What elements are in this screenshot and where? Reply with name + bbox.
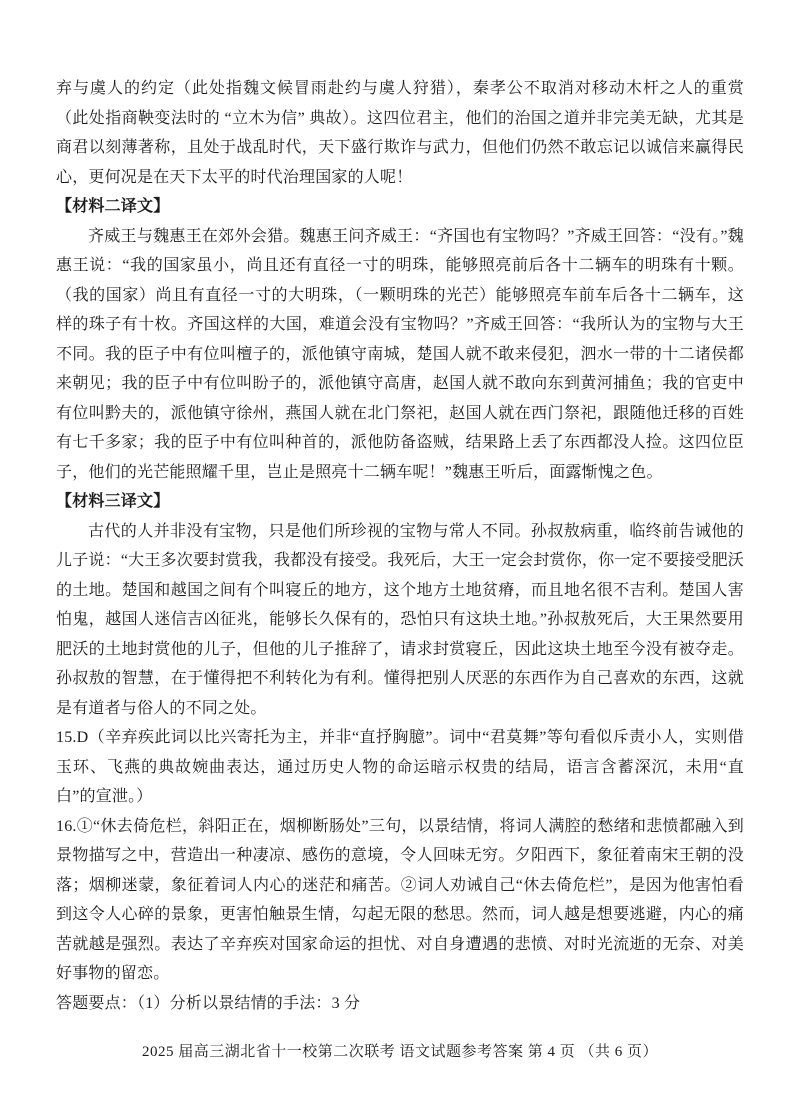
material3-translation: 古代的人并非没有宝物，只是他们所珍视的宝物与常人不同。孙叔敖病重，临终前告诫他的儿子说：“大王多次要封赏我，我都没有接受。我死后，大王一定会封赏你，你一定不要接受肥沃的土地。楚国和越国之间有个叫寝丘的地方，这个地方土地贫瘠，而且地名很不吉利。楚国人害怕鬼，越国人迷信吉凶征兆，能够长久保有的，恐怕只有这块土地。”孙叔敖死后，大王果然要用肥沃的土地封赏他的儿子，但他的儿子推辞了，请求封赏寝丘，因此这块土地至今没有被夺走。孙叔敖的智慧，在于懂得把不利转化为有利。懂得把别人厌恶的东西作为自己喜欢的东西，这就是有道者与俗人的不同之处。 [56, 522, 744, 717]
material1-translation-continuation: 弃与虞人的约定（此处指魏文候冒雨赴约与虞人狩猎），秦孝公不取消对移动木杆之人的重赏（此处指商鞅变法时的 “立木为信” 典故）。这四位君主，他们的治国之道并非完美无缺，尤其是商君以刻薄著称，且处于战乱时代，天下盛行欺诈与武力，但他们仍然不敢忘记以诚信来赢得民心，更何况是在天下太平的时代治理国家的人呢！ [56, 80, 744, 186]
material2-translation-heading: 【材料二译文】 [56, 198, 170, 215]
answer-item-15: 15.D（辛弃疾此词以比兴寄托为主，并非“直抒胸臆”。词中“君莫舞”等句看似斥责小人，实则借玉环、飞燕的典故婉曲表达，通过历史人物的命运暗示权贵的结局，语言含蓄深沉，未用“直白”的宣泄。） [56, 729, 744, 805]
answer-item-16: 16.①“休去倚危栏，斜阳正在，烟柳断肠处”三句，以景结情，将词人满腔的愁绪和悲愤都融入到景物描写之中，营造出一种凄凉、感伤的意境，令人回味无穷。夕阳西下，象征着南宋王朝的没落；烟柳迷蒙，象征着词人内心的迷茫和痛苦。②词人劝诫自己“休去倚危栏”，是因为他害怕看到这令人心碎的景象，更害怕触景生情，勾起无限的愁思。然而，词人越是想要逃避，内心的痛苦就越是强烈。表达了辛弃疾对国家命运的担忧、对自身遭遇的悲愤、对时光流逝的无奈、对美好事物的留恋。 [56, 817, 744, 982]
page-footer: 2025 届高三湖北省十一校第二次联考 语文试题参考答案 第 4 页 （共 6 页） [141, 1044, 658, 1060]
answer-content [56, 74, 744, 1018]
answer-16-scoring-note: 答题要点：（1）分析以景结情的手法：3 分 [56, 994, 361, 1012]
material2-translation: 齐威王与魏惠王在郊外会猎。魏惠王问齐威王：“齐国也有宝物吗？”齐威王回答：“没有。”魏惠王说：“我的国家虽小，尚且还有直径一寸的明珠，能够照亮前后各十二辆车的明珠有十颗。（我的国家）尚且有直径一寸的大明珠，（一颗明珠的光芒）能够照亮车前车后各十二辆车，这样的珠子有十枚。齐国这样的大国，难道会没有宝物吗？”齐威王回答：“我所认为的宝物与大王不同。我的臣子中有位叫檀子的，派他镇守南城，楚国人就不敢来侵犯，泗水一带的十二诸侯都来朝见；我的臣子中有位叫盼子的，派他镇守高唐，赵国人就不敢向东到黄河捕鱼；我的官吏中有位叫黔夫的，派他镇守徐州，燕国人就在北门祭祀，赵国人就在西门祭祀，跟随他迁移的百姓有七千多家；我的臣子中有位叫种首的，派他防备盗贼，结果路上丢了东西都没人捡。这四位臣子，他们的光芒能照耀千里，岂止是照亮十二辆车呢！”魏惠王听后，面露惭愧之色。 [56, 227, 744, 481]
material3-translation-heading: 【材料三译文】 [56, 493, 170, 510]
